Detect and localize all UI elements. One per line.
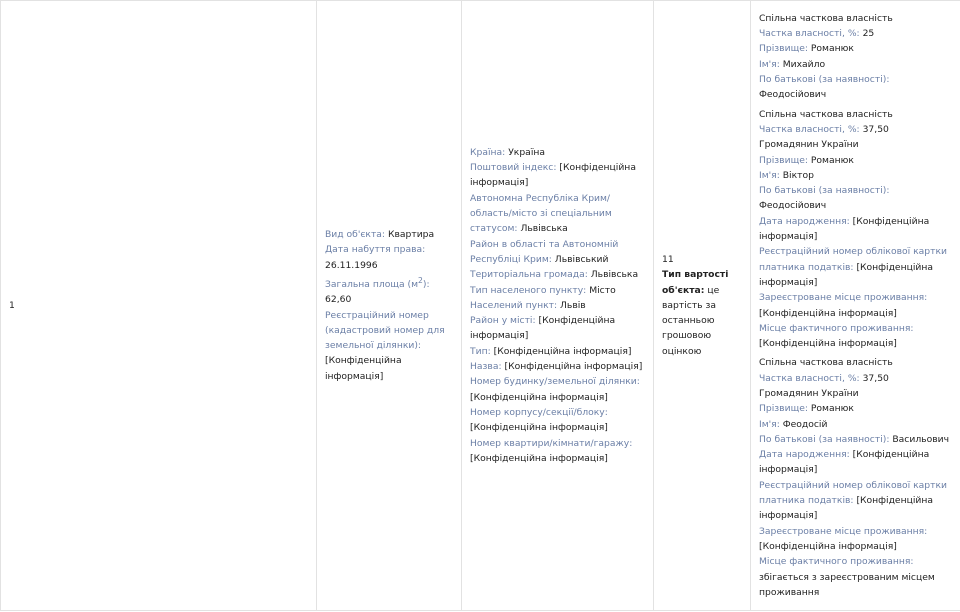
field-row — [759, 401, 952, 416]
field-label: Прізвище: — [759, 43, 808, 55]
field-value: [Конфіденційна інформація] — [493, 345, 632, 357]
field-value: Феодосій — [782, 418, 828, 430]
field-value: Громадянин України — [759, 387, 859, 399]
field-row — [470, 436, 645, 467]
field-value: [Конфіденційна інформація] — [759, 261, 934, 288]
row-number: 1 — [9, 299, 15, 311]
field-label: Частка власності, %: — [759, 372, 860, 384]
field-label: Район в області та Автономній Республіці Крим: — [470, 238, 619, 265]
field-row — [470, 298, 645, 313]
registration-number-value: [Конфіденційна інформація] — [325, 355, 402, 382]
acquisition-date-value: 26.11.1996 — [325, 259, 378, 271]
field-label: Територіальна громада: — [470, 269, 588, 281]
ownership-type: Спільна часткова власність — [759, 12, 893, 24]
field-label: По батькові (за наявності): — [759, 74, 890, 86]
field-value: [Конфіденційна інформація] — [470, 452, 608, 464]
field-label: Номер корпусу/секції/блоку: — [470, 406, 608, 418]
field-row — [470, 344, 645, 359]
field-row — [759, 321, 952, 352]
owners-list — [759, 11, 952, 600]
field-value: Україна — [508, 146, 546, 158]
ownership-type: Спільна часткова власність — [759, 108, 893, 120]
owner-block — [759, 355, 952, 600]
field-value: [Конфіденційна інформація] — [759, 449, 930, 476]
field-row — [470, 145, 645, 160]
field-value: збігається з зареєстрованим місцем проживання — [759, 571, 935, 598]
registration-number-label: Реєстраційний номер (кадастровий номер для земельної ділянки): — [325, 309, 445, 352]
field-row — [759, 554, 952, 600]
field-label: Номер будинку/земельної ділянки: — [470, 376, 640, 388]
field-value: [Конфіденційна інформація] — [759, 495, 934, 522]
object-type-label: Вид об'єкта: — [325, 228, 386, 240]
address-list — [470, 145, 645, 466]
field-value: [Конфіденційна інформація] — [470, 162, 636, 189]
field-row — [759, 371, 952, 386]
field-value: [Конфіденційна інформація] — [470, 315, 616, 342]
field-label: Населений пункт: — [470, 299, 558, 311]
field-value: Місто — [589, 284, 616, 296]
cost-type-value: це вартість за останньою грошовою оцінкою — [662, 284, 720, 357]
field-row — [759, 137, 952, 152]
address-cell — [462, 1, 654, 611]
field-value: Михайло — [782, 58, 826, 70]
field-row — [759, 72, 952, 103]
field-row — [759, 244, 952, 290]
field-label: Реєстраційний номер облікової картки платника податків: — [759, 479, 947, 507]
field-row — [470, 283, 645, 298]
field-label: Прізвище: — [759, 403, 808, 415]
field-row — [470, 160, 645, 191]
field-row — [470, 405, 645, 436]
field-row — [759, 57, 952, 72]
area-value: 62,60 — [325, 294, 352, 306]
field-label: По батькові (за наявності): — [759, 185, 890, 197]
field-value: Феодосійович — [759, 89, 827, 101]
field-row — [470, 191, 645, 237]
field-row — [470, 237, 645, 268]
field-label: Номер квартири/кімнати/гаражу: — [470, 437, 633, 449]
field-row — [470, 313, 645, 344]
field-value: [Конфіденційна інформація] — [470, 391, 608, 403]
field-value: Громадянин України — [759, 139, 859, 151]
field-row — [759, 447, 952, 478]
field-value: [Конфіденційна інформація] — [504, 361, 643, 373]
field-row — [759, 183, 952, 214]
field-label: Тип: — [470, 345, 491, 357]
field-row — [759, 153, 952, 168]
area-label: Загальна площа $(м^2)$: — [325, 275, 430, 290]
field-value: [Конфіденційна інформація] — [759, 307, 897, 319]
field-row — [759, 417, 952, 432]
acquisition-date-label: Дата набуття права: — [325, 244, 426, 256]
field-label: Ім'я: — [759, 418, 780, 430]
field-label: Місце фактичного проживання: — [759, 322, 914, 334]
cost-cell — [654, 1, 751, 611]
field-row — [759, 122, 952, 137]
field-label: По батькові (за наявності): — [759, 433, 890, 445]
field-row — [759, 524, 952, 555]
owners-cell — [751, 1, 960, 611]
field-value: [Конфіденційна інформація] — [759, 540, 897, 552]
ownership-type: Спільна часткова власність — [759, 357, 893, 369]
field-label: Тип населеного пункту: — [470, 284, 587, 296]
field-label: Країна: — [470, 146, 506, 158]
field-label: Район у місті: — [470, 315, 536, 327]
field-row — [759, 214, 952, 245]
field-value: 37,50 — [862, 123, 889, 135]
field-value: 25 — [862, 28, 875, 40]
field-value: Романюк — [810, 43, 854, 55]
field-value: Львівська — [520, 223, 568, 235]
field-value: [Конфіденційна інформація] — [470, 422, 608, 434]
cost-number: 11 — [662, 253, 674, 265]
field-label: Прізвище: — [759, 154, 808, 166]
field-row — [759, 386, 952, 401]
field-row — [759, 41, 952, 56]
field-label: Ім'я: — [759, 58, 780, 70]
field-label: Місце фактичного проживання: — [759, 556, 914, 568]
field-value: Віктор — [782, 169, 814, 181]
field-value: Львівський — [554, 253, 609, 265]
table-row — [1, 1, 960, 611]
field-label: Реєстраційний номер облікової картки платника податків: — [759, 246, 947, 273]
field-label: Частка власності, %: — [759, 28, 860, 40]
field-label: Дата народження: — [759, 449, 850, 461]
field-value: [Конфіденційна інформація] — [759, 338, 897, 350]
field-row — [470, 359, 645, 374]
field-label: Ім'я: — [759, 169, 780, 181]
field-row — [470, 374, 645, 405]
cost-type-label: Тип вартості об'єкта: — [662, 269, 729, 296]
field-value: 37,50 — [862, 372, 889, 384]
field-label: Автономна Республіка Крим/область/місто зі спеціальним статусом: — [470, 192, 612, 235]
field-value: Романюк — [810, 154, 854, 166]
field-label: Зареєстроване місце проживання: — [759, 525, 928, 537]
field-value: Романюк — [810, 403, 854, 415]
field-label: Дата народження: — [759, 215, 850, 227]
field-value: Львівська — [590, 269, 639, 281]
field-row — [759, 290, 952, 321]
field-label: Назва: — [470, 361, 502, 373]
owner-block — [759, 11, 952, 103]
owner-block — [759, 107, 952, 352]
object-type-value: Квартира — [387, 228, 435, 240]
field-row — [759, 168, 952, 183]
field-label: Поштовий індекс: — [470, 162, 557, 174]
object-cell — [317, 1, 462, 611]
row-number-cell — [1, 1, 317, 611]
field-row — [759, 26, 952, 41]
field-row — [470, 267, 645, 282]
field-label: Зареєстроване місце проживання: — [759, 292, 928, 304]
field-value: Васильович — [892, 433, 950, 445]
field-label: Частка власності, %: — [759, 123, 860, 135]
field-value: Львів — [560, 299, 586, 311]
field-value: Феодосійович — [759, 200, 827, 212]
field-row — [759, 432, 952, 447]
field-row — [759, 478, 952, 524]
field-value: [Конфіденційна інформація] — [759, 215, 930, 243]
